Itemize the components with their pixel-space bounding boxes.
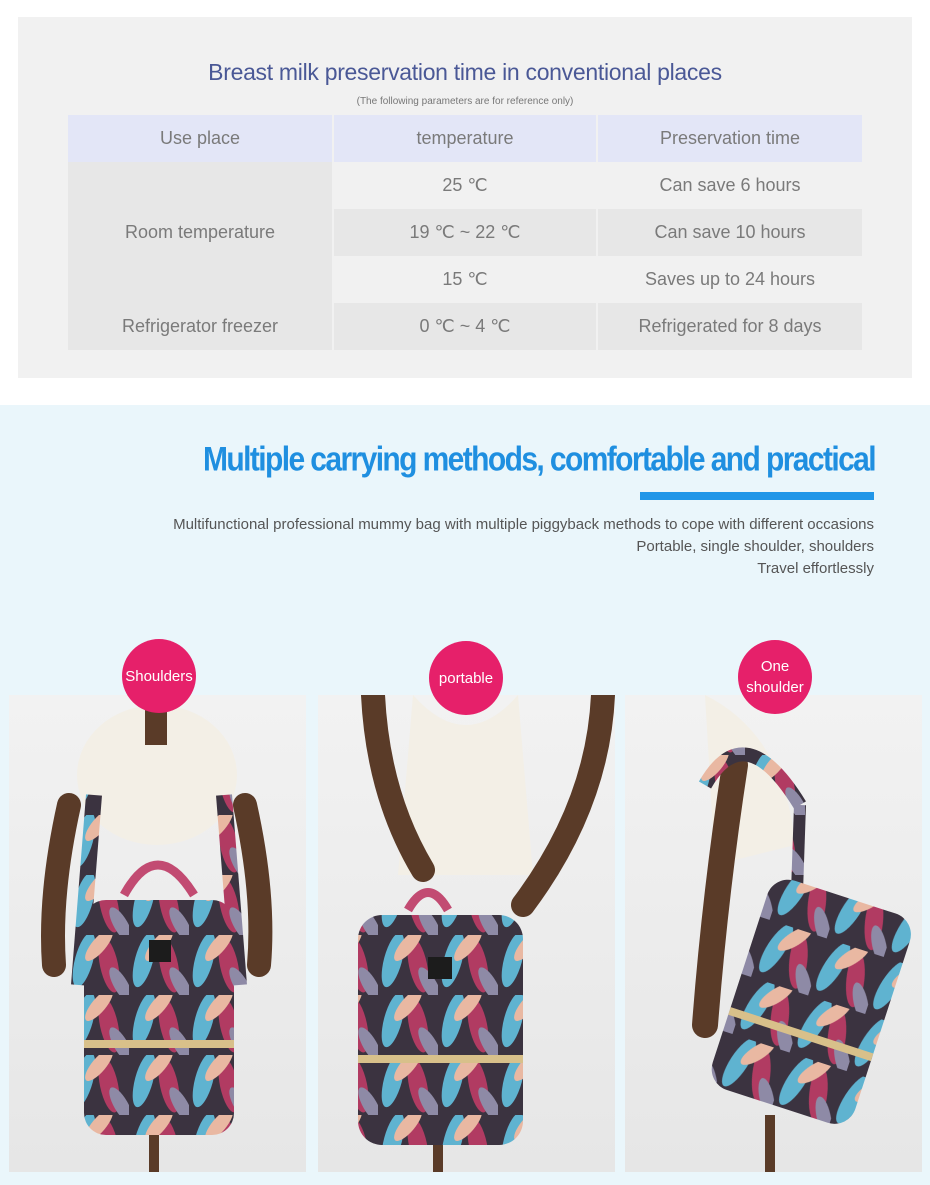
carrying-panel (0, 405, 930, 1185)
badge-one-shoulder (738, 640, 812, 714)
preservation-table (68, 115, 862, 350)
cell-temp-row3: 15 ℃ (334, 256, 596, 303)
backpack-one-shoulder-illustration (625, 695, 922, 1172)
carrying-desc-line1: Multifunctional professional mummy bag with multiple piggyback methods to cope with different occasions (173, 516, 874, 533)
backpack-shoulders-illustration (9, 695, 306, 1172)
cell-fridge-time: Refrigerated for 8 days (598, 303, 862, 350)
photo-portable (318, 695, 615, 1172)
cell-temp-row2: 19 ℃ ~ 22 ℃ (334, 209, 596, 256)
cell-temp-row1: 25 ℃ (334, 162, 596, 209)
carrying-title: Multiple carrying methods, comfortable and practical (203, 440, 875, 479)
cell-fridge-place: Refrigerator freezer (68, 303, 332, 350)
carrying-desc-line3: Travel effortlessly (757, 560, 874, 577)
cell-time-row3: Saves up to 24 hours (598, 256, 862, 303)
cell-time-row1: Can save 6 hours (598, 162, 862, 209)
photo-shoulders (9, 695, 306, 1172)
badge-one-shoulder-line2: shoulder (746, 679, 804, 696)
badge-shoulders: Shoulders (122, 639, 196, 713)
carrying-desc-line2: Portable, single shoulder, shoulders (636, 538, 874, 555)
header-use-place: Use place (68, 115, 332, 162)
cell-time-row2: Can save 10 hours (598, 209, 862, 256)
cell-room-temperature: Room temperature (68, 162, 332, 303)
header-temperature: temperature (334, 115, 596, 162)
header-preservation-time: Preservation time (598, 115, 862, 162)
badge-one-shoulder-line1: One (760, 658, 790, 675)
title-underline (640, 492, 874, 500)
backpack-portable-illustration (318, 695, 615, 1172)
preservation-subtitle: (The following parameters are for reference only) (356, 96, 574, 107)
preservation-panel (18, 17, 912, 378)
cell-fridge-temperature: 0 ℃ ~ 4 ℃ (334, 303, 596, 350)
preservation-title: Breast milk preservation time in conventional places (208, 59, 722, 85)
badge-portable: portable (429, 641, 503, 715)
photo-one-shoulder (625, 695, 922, 1172)
